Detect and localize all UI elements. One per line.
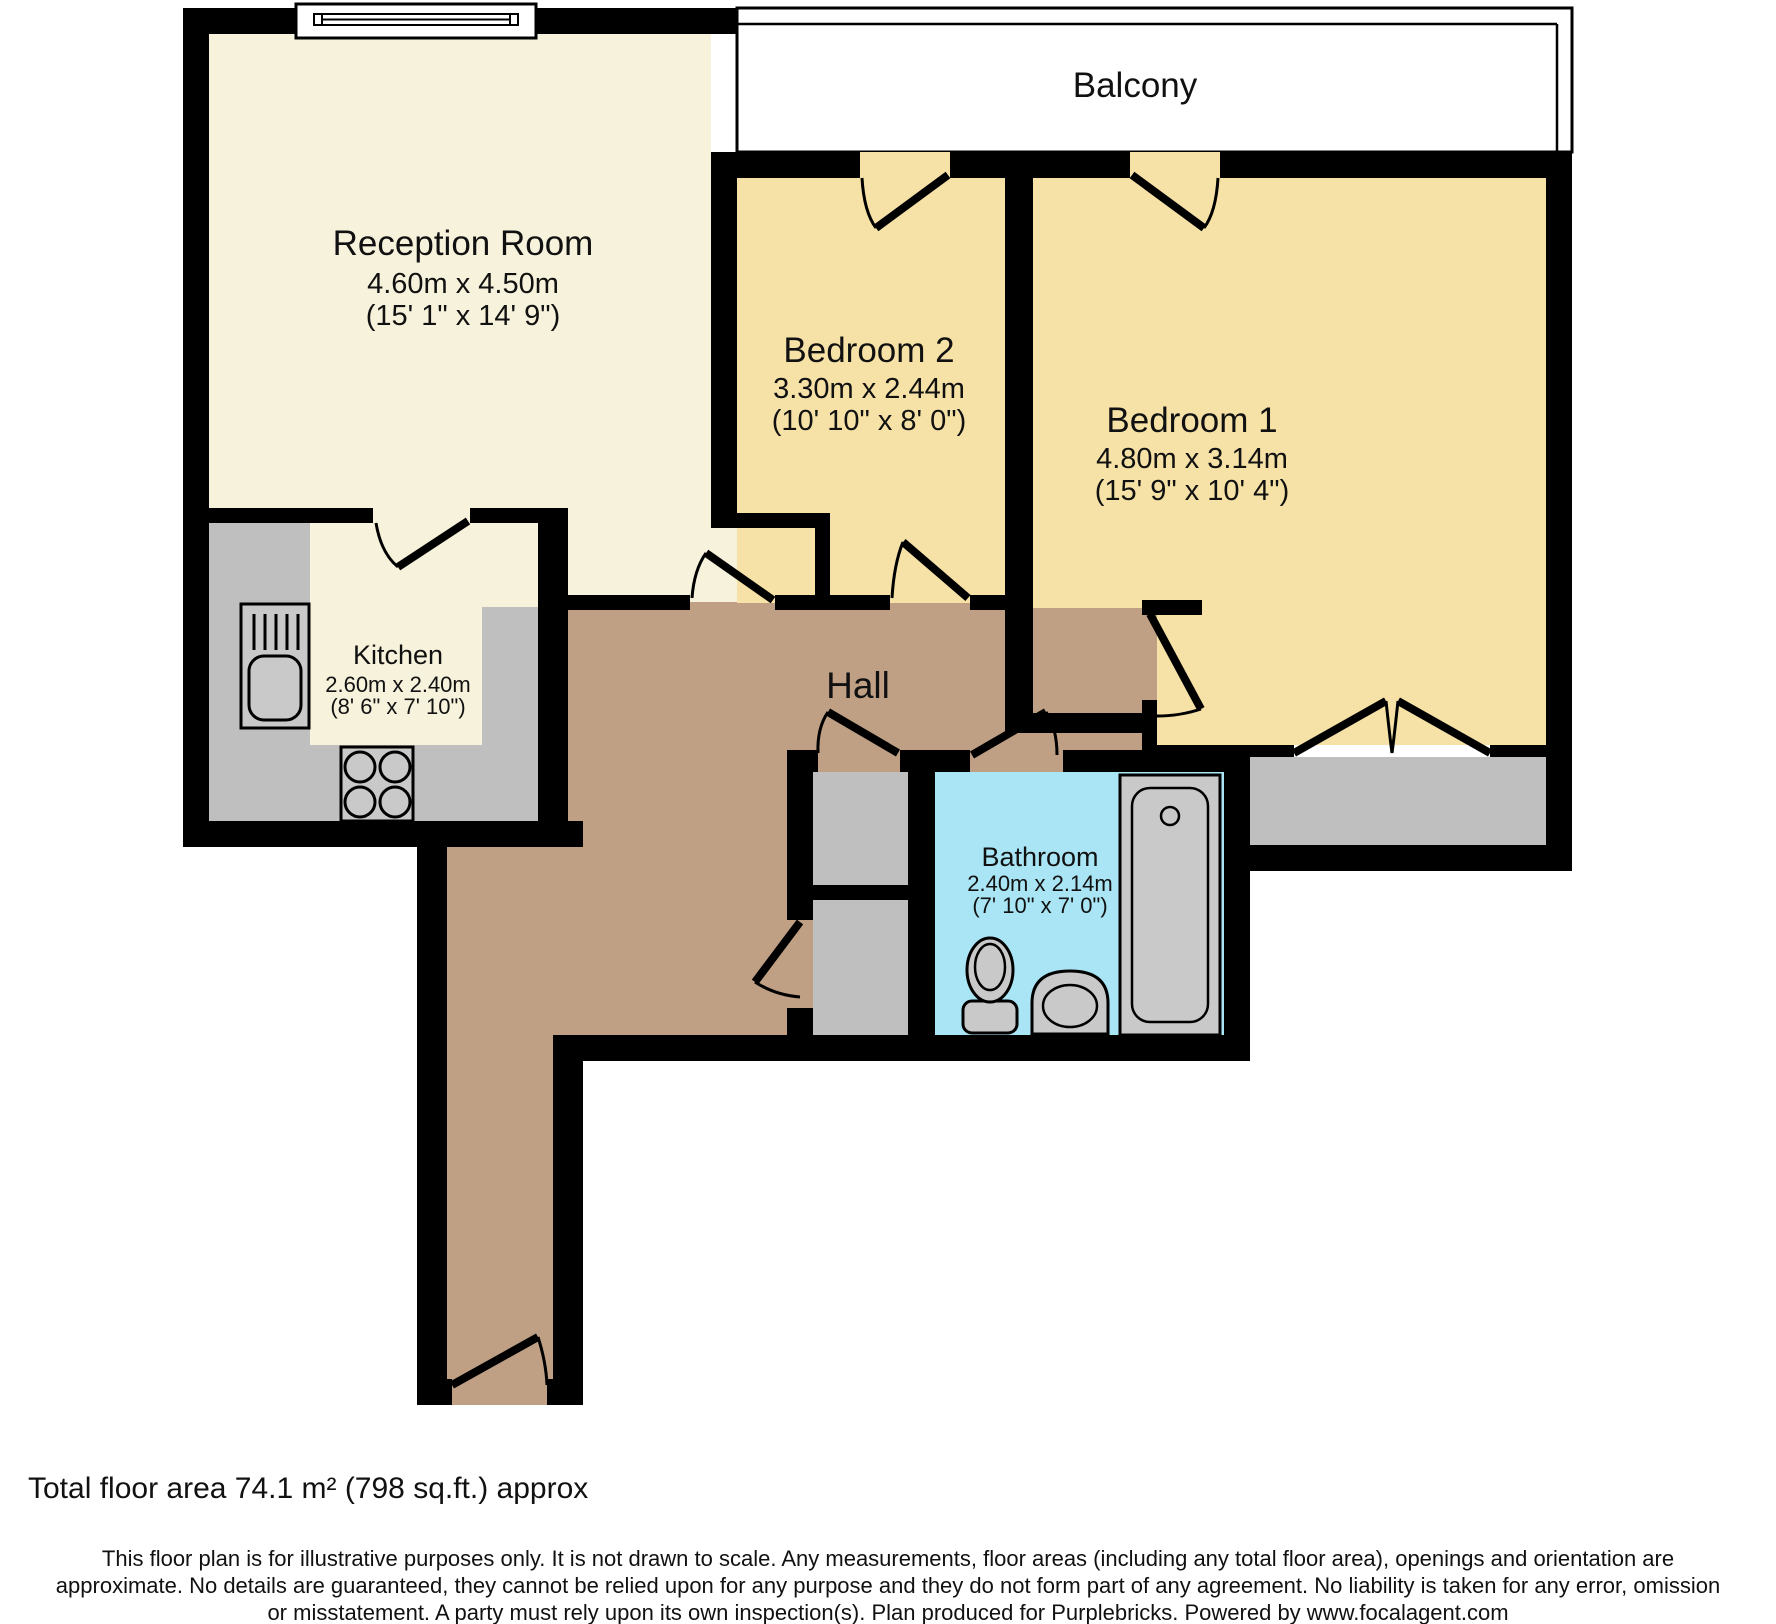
reception-window-icon	[296, 4, 536, 38]
svg-text:(8' 6" x 7' 10"): (8' 6" x 7' 10")	[330, 694, 466, 719]
svg-text:or misstatement. A party must: or misstatement. A party must rely upon its own inspection(s). Plan produced for Purplebricks. Powered by www.focalagent.com	[267, 1600, 1509, 1624]
svg-text:(7' 10" x 7' 0"): (7' 10" x 7' 0")	[972, 893, 1108, 918]
svg-text:(10' 10" x 8' 0"): (10' 10" x 8' 0")	[771, 405, 967, 437]
svg-text:2.40m x 2.14m: 2.40m x 2.14m	[967, 871, 1113, 896]
bedroom1-wardrobe	[1250, 757, 1546, 845]
basin-icon	[1032, 971, 1108, 1034]
svg-text:(15' 9" x 10' 4"): (15' 9" x 10' 4")	[1094, 475, 1290, 507]
hall-label: Hall	[826, 665, 890, 706]
disclaimer	[56, 1546, 1720, 1624]
balcony-label: Balcony	[1072, 66, 1198, 105]
bathroom-label	[967, 842, 1113, 918]
svg-text:Bedroom 2: Bedroom 2	[783, 331, 955, 370]
svg-text:Reception Room: Reception Room	[332, 224, 594, 263]
svg-text:Kitchen: Kitchen	[352, 640, 444, 670]
total-floor-area: Total floor area 74.1 m² (798 sq.ft.) approx	[28, 1472, 589, 1505]
svg-text:4.60m x 4.50m: 4.60m x 4.50m	[367, 268, 559, 300]
svg-text:2.60m x 2.40m: 2.60m x 2.40m	[325, 672, 471, 697]
bedroom1-label	[1095, 401, 1289, 507]
toilet-icon	[963, 938, 1017, 1033]
closet-lower	[813, 900, 908, 1035]
reception-label	[333, 224, 594, 332]
closet-upper	[813, 772, 908, 885]
svg-text:(15' 1" x 14' 9"): (15' 1" x 14' 9")	[365, 300, 561, 332]
kitchen-sink-icon	[241, 604, 309, 728]
svg-text:3.30m x 2.44m: 3.30m x 2.44m	[773, 373, 965, 405]
bedroom2-label	[772, 331, 966, 437]
svg-text:4.80m x 3.14m: 4.80m x 3.14m	[1096, 443, 1288, 475]
svg-text:This floor plan is for illustr: This floor plan is for illustrative purposes only. It is not drawn to scale. Any measurements, floor areas (including any total floor area), openings and orientation are	[101, 1546, 1675, 1571]
kitchen-hob-icon	[341, 747, 413, 821]
svg-text:approximate. No details are gu: approximate. No details are guaranteed, they cannot be relied upon for any purpose and they do not form part of any agreement. No liability is taken for any error, omission	[55, 1573, 1721, 1598]
svg-text:Bathroom: Bathroom	[981, 842, 1099, 872]
bathtub-icon	[1120, 775, 1220, 1035]
svg-text:Bedroom 1: Bedroom 1	[1106, 401, 1278, 440]
